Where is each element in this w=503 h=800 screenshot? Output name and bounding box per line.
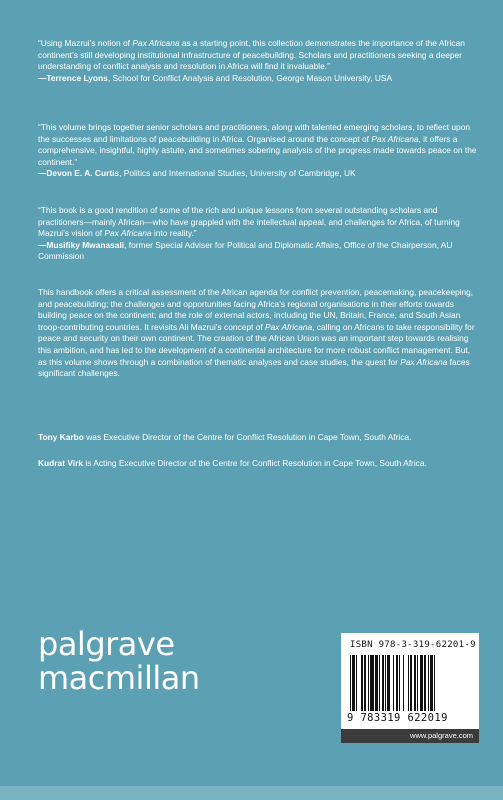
barcode-bar — [428, 655, 429, 711]
book-description: This handbook offers a critical assessment of the African agenda for conflict prevention, peacemaking, peacekeeping, and peacebuilding; the challenges and opportunities facing Africa’s regional organisations in their efforts towards building peace on the continent; and the role of external actors, including the UN, Britain, France, and South Asian troop-contributing countries. It revisits Ali Mazrui’s concept of Pax Africana, calling on Africans to take responsibility for peace and security on their own continent. The creation of the African Union was an important step towards realising this ambition, and has led to the development of a continental architecture for more robust conflict management. But, as this volume shows through a combination of thematic analyses and case studies, the quest for Pax Africana faces significant challenges. — [38, 287, 475, 379]
barcode-bar — [424, 655, 425, 711]
barcode-bar — [375, 655, 377, 711]
quote-attribution: —Musifiky Mwanasali, former Special Adviser for Political and Diplomatic Affairs, Office of the Chairperson, AU Commission — [38, 239, 453, 262]
barcode-bar — [364, 655, 365, 711]
barcode-bar — [352, 655, 354, 711]
publisher-logo-line1: palgrave — [38, 625, 175, 663]
barcode-bar — [387, 655, 389, 711]
bottom-strip — [0, 786, 503, 800]
barcode-panel — [341, 633, 479, 743]
barcode-bar — [356, 655, 357, 711]
barcode-bar — [379, 655, 380, 711]
publisher-url: www.palgrave.com — [341, 729, 479, 743]
quote-attribution: —Terrence Lyons, School for Conflict Analysis and Resolution, George Mason University, USA — [38, 72, 393, 83]
barcode-bar — [396, 655, 398, 711]
author-bio-virk: Kudrat Virk is Acting Executive Director of the Centre for Conflict Resolution in Cape Town, South Africa. — [38, 458, 427, 468]
barcode-bar — [420, 655, 424, 711]
barcode-bars — [350, 655, 472, 711]
quote-curtis — [38, 122, 478, 180]
isbn-label: ISBN 978-3-319-62201-9 — [350, 640, 476, 650]
publisher-logo-line2: macmillan — [38, 659, 200, 697]
barcode-bar — [368, 655, 369, 711]
quote-lyons — [38, 38, 478, 84]
quote-mwanasali — [38, 205, 478, 263]
barcode-bar — [414, 655, 416, 711]
barcode-bar — [393, 655, 394, 711]
barcode-number: 9 783319 622019 — [347, 712, 448, 724]
author-bio-karbo: Tony Karbo was Executive Director of the Centre for Conflict Resolution in Cape Town, South Africa. — [38, 432, 412, 442]
barcode-bar — [434, 655, 435, 711]
quote-attribution: —Devon E. A. Curtis, Politics and International Studies, University of Cambridge, UK — [38, 168, 356, 179]
barcode-bar — [430, 655, 432, 711]
barcode-bar — [408, 655, 409, 711]
barcode-bar — [382, 655, 383, 711]
barcode-bar — [361, 655, 363, 711]
quote-text: “This book is a good rendition of some of the rich and unique lessons from several outstanding scholars and practitioners—mainly African—who have grappled with the intellectual appeal, and challenges for Africa, of turning Mazrui’s vision of Pax Africana into reality.” — [38, 205, 460, 239]
barcode-bar — [403, 655, 404, 711]
barcode-bar — [370, 655, 374, 711]
barcode-bar — [385, 655, 386, 711]
quote-text: “Using Mazrui’s notion of Pax Africana as a starting point, this collection demonstrates the importance of the African continent’s still developing institutional infrastructure of peacebuilding. Scholars and practitioners seeking a deeper understanding of conflict analysis and resolution in Africa will find it invaluable.” — [38, 38, 465, 72]
barcode-bar — [399, 655, 400, 711]
quote-text: “This volume brings together senior scholars and practitioners, along with talented emerging scholars, to reflect upon the successes and limitations of peacebuilding in Africa. Organised around the concept of Pax Africana, it offers a comprehensive, insightful, highly astute, and sometimes sobering analysis of the progress made towards peace on the continent.” — [38, 122, 477, 167]
barcode-bar — [417, 655, 418, 711]
barcode-bar — [350, 655, 351, 711]
publisher-logo — [38, 625, 200, 697]
barcode-bar — [410, 655, 412, 711]
